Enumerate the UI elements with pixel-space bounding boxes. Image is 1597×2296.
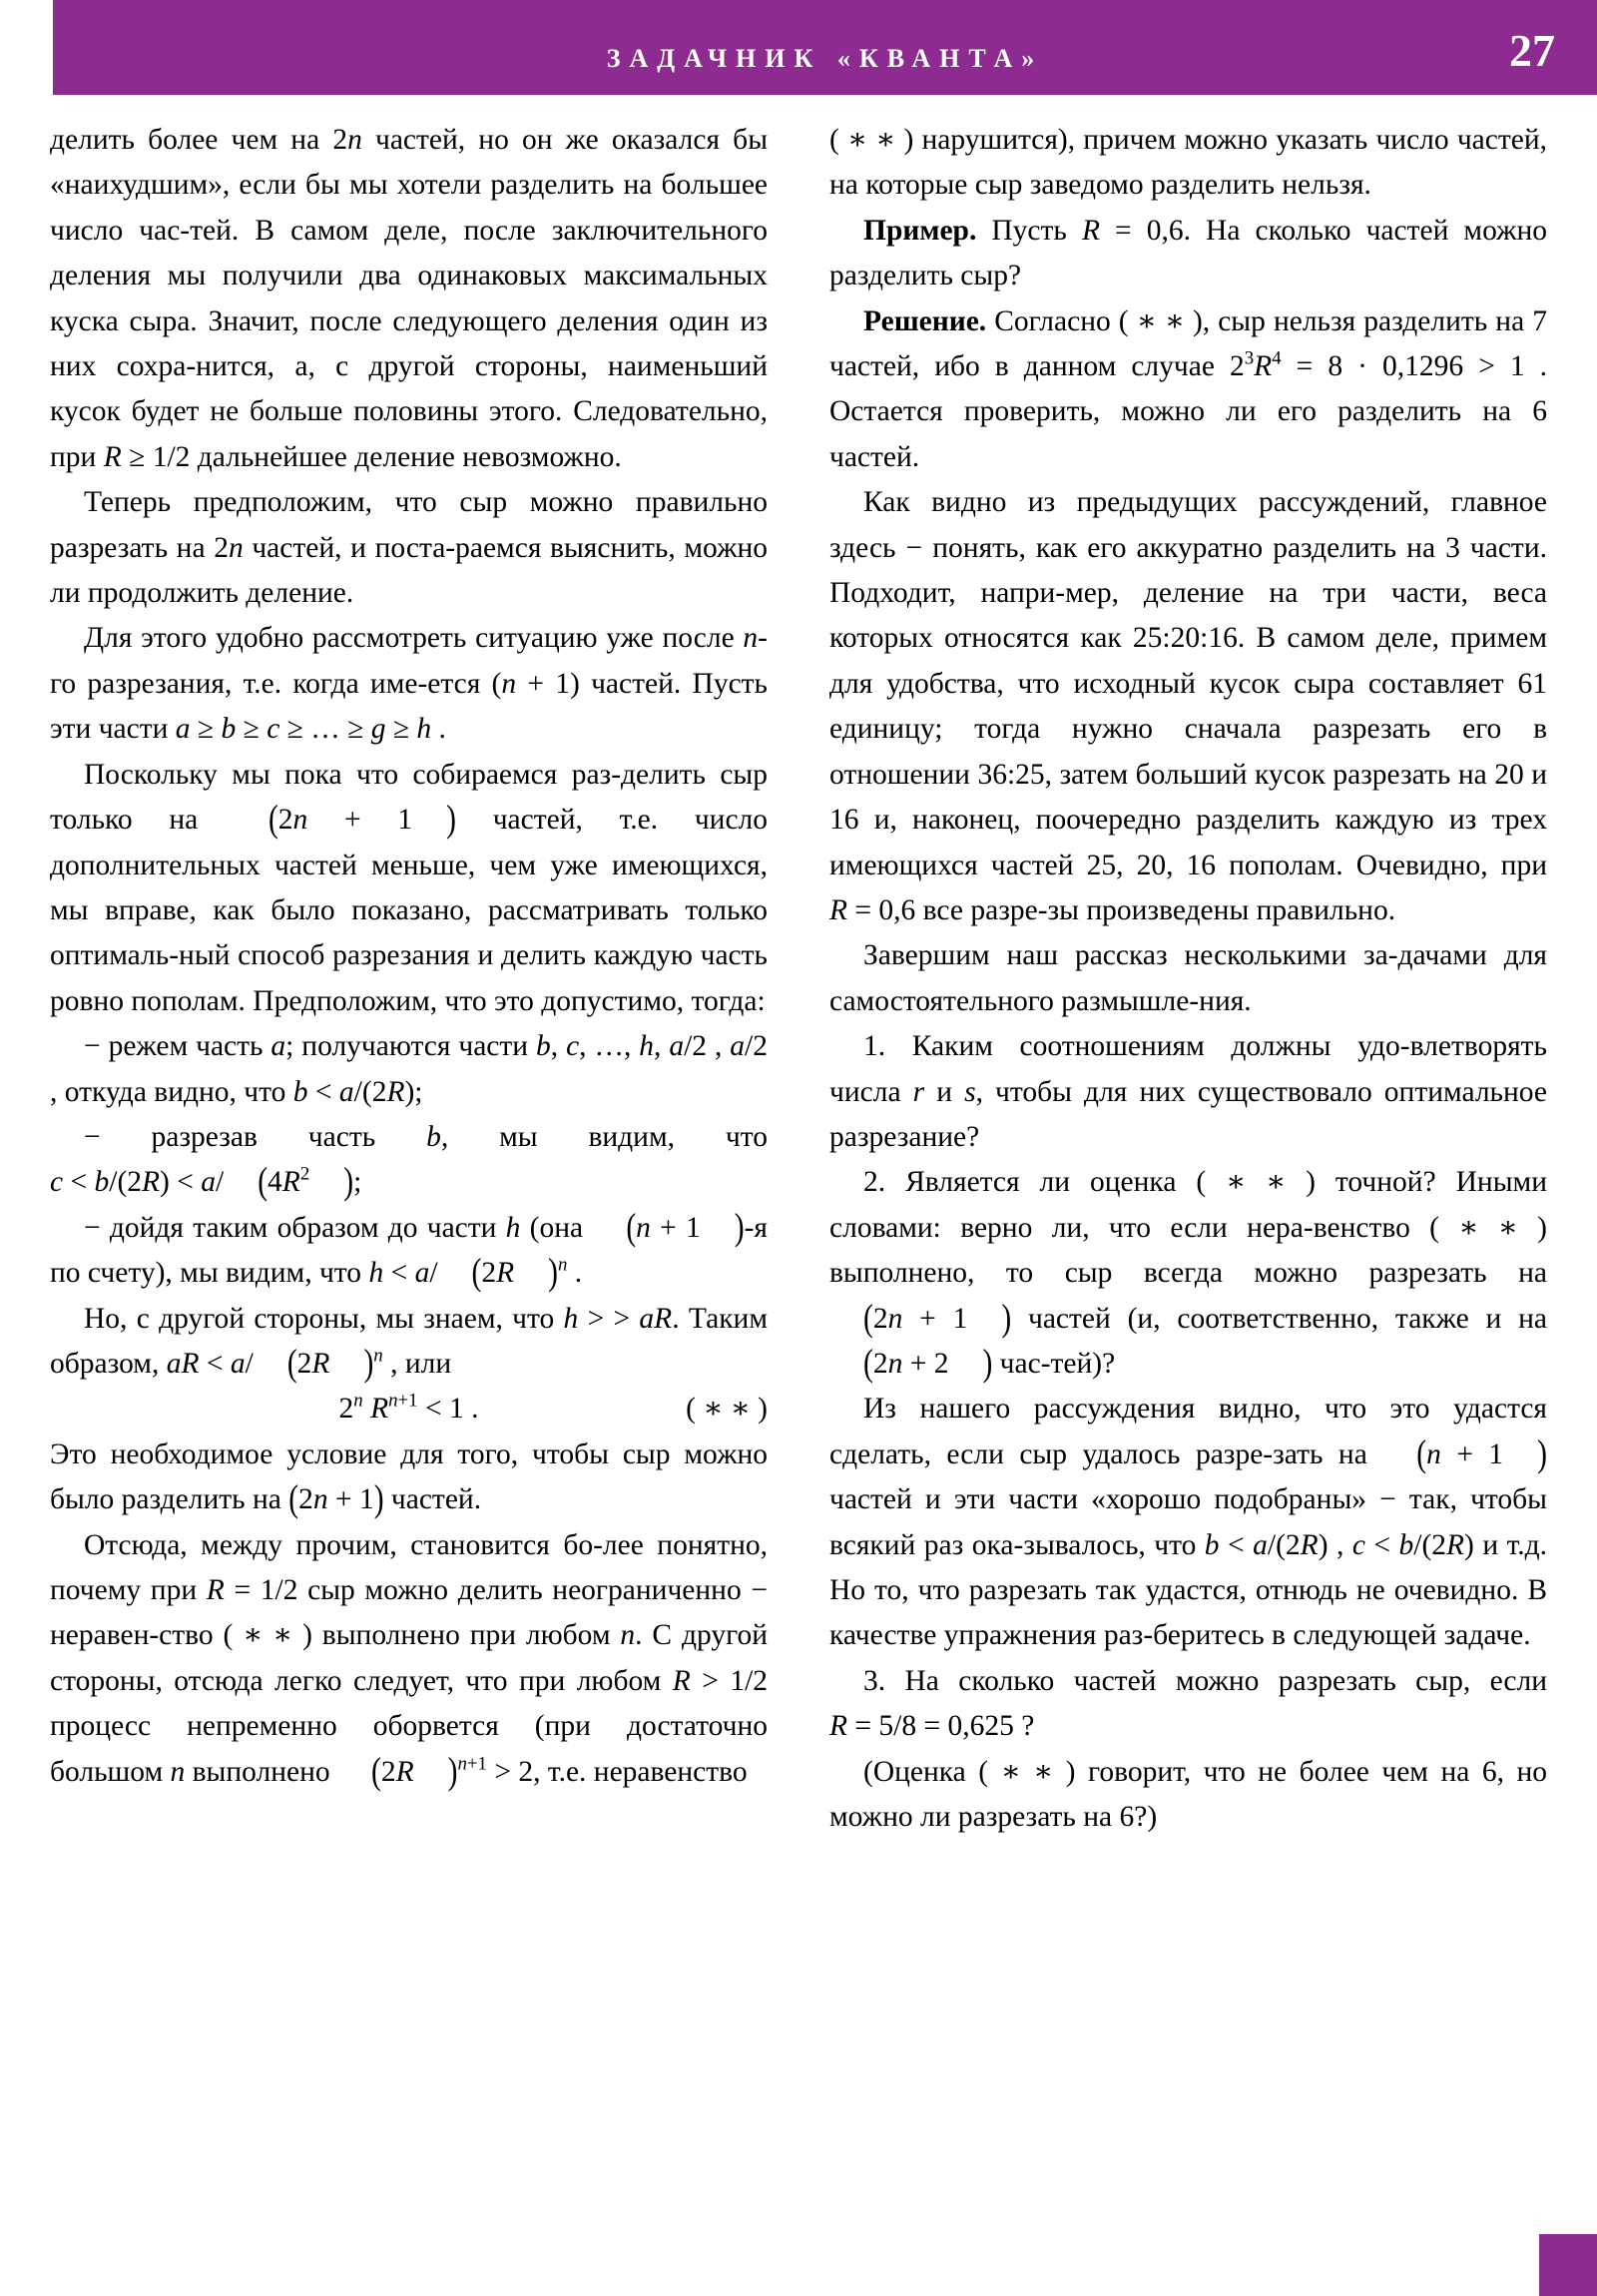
paragraph: Как видно из предыдущих рассуждений, главное здесь − понять, как его аккуратно разделить на 3 части. Подходит, напри‑мер, деление на три части, веса которых относятся как 25:20:16. В самом деле, примем для удобства, что исходный кусок сыра составляет 61 единицу; тогда нужно сначала разрезать его в отношении 36:25, затем больший кусок разрезать на 20 и 16 и, наконец, поочередно разделить каждую из трех имеющихся частей 25, 20, 16 пополам. Очевидно, при R = 0,6 все разре‑зы произведены правильно. [829,486,1547,926]
corner-marker [1539,2234,1597,2296]
equation-body: 2$^n$ $R^{n+1} < 1$ . [338,1390,479,1426]
paragraph: 3. На сколько частей можно разрезать сыр, если R = 5/8 = 0,625 ? [829,1664,1547,1743]
equation-tag: ( ∗ ∗ ) [686,1393,768,1426]
paragraph: Пример. Пусть R = 0,6. На сколько частей можно разделить сыр? [829,214,1548,292]
paragraph: − режем часть a; получаются части b, c, …, h, a/2 , a/2 , откуда видно, что b < a/(2R); [50,1030,768,1108]
paragraph: Но, с другой стороны, мы знаем, что h > > aR. Таким образом, aR < a/ (2R )$^n$ , или [50,1302,769,1385]
paragraph: Из нашего рассуждения видно, что это удастся сделать, если сыр удалось разре‑зать на (n + 1 ) частей и эти части «хорошо подобраны» − так, чтобы всякий раз ока‑зывалось, что b < a/(2R) , c < b/(2R) и т.д. Но то, что разрезать так удастся, отнюдь не очевидно. В качестве упражнения раз‑беритесь в следующей задаче. [829,1393,1548,1652]
page-number: 27 [1509,25,1555,76]
paragraph: Теперь предположим, что сыр можно правильно разрезать на 2n частей, и поста‑раемся выяснить, можно ли продолжить деление. [50,486,768,610]
paragraph: (Оценка ( ∗ ∗ ) говорит, что не более чем на 6, но можно ли разрезать на 6?) [829,1755,1547,1834]
paragraph: Для этого удобно рассмотреть ситуацию уже после n-го разрезания, т.е. когда име‑ется (n + 1) частей. Пусть эти части a ≥ b ≥ c ≥ … ≥ g ≥ h . [50,622,769,746]
paragraph: 2. Является ли оценка ( ∗ ∗ ) точной? Иными словами: верно ли, что если нера‑венство ( ∗ ∗ ) выполнено, то сыр всегда можно разрезать на (2n + 1 ) частей (и, соответственно, также и на (2n + 2 ) час‑тей)? [829,1166,1547,1385]
display-equation [50,1387,768,1432]
paragraph: делить более чем на 2n частей, но он же оказался бы «наихудшим», если бы мы хотели разделить на большее число час‑тей. В самом деле, после заключительного деления мы получили два одинаковых максимальных куска сыра. Значит, после следующего деления один из них сохра‑нится, а, с другой стороны, наименьший кусок будет не больше половины этого. Следовательно, при R ≥ 1/2 дальнейшее деление невозможно. [50,124,769,473]
left-column [50,118,768,1840]
example-label: Пример. [863,214,977,247]
paragraph: Отсюда, между прочим, становится бо‑лее понятно, почему при R = 1/2 сыр можно делить неограниченно − неравен‑ство ( ∗ ∗ ) выполнено при любом n. С другой стороны, отсюда легко следует, что при любом R > 1/2 процесс непременно оборвется (при достаточно большом n выполнено (2R )$^{n+1}$ > 2, т.е. неравенство [50,1528,769,1792]
right-column [829,118,1547,1840]
paragraph: − дойдя таким образом до части h (она (n + 1 )-я по счету), мы видим, что h < a/ (2R )$^n$ . [50,1207,769,1294]
paragraph: − разрезав часть b, мы видим, что c < b/(2R) < a/ ($4R^2$ ); [50,1120,768,1203]
article-body [50,118,1547,1840]
page-title: ЗАДАЧНИК «КВАНТА» [606,44,1044,73]
header-banner [53,0,1597,95]
paragraph: 1. Каким соотношениям должны удо‑влетворять числа r и s, чтобы для них существовало оптимальное разрезание? [829,1030,1547,1153]
solution-label: Решение. [863,304,987,337]
paragraph: Поскольку мы пока что собираемся раз‑делить сыр только на (2n + 1 ) частей, т.е. число дополнительных частей меньше, чем уже имеющихся, мы вправе, как было показано, рассматривать только оптималь‑ный способ разрезания и делить каждую часть ровно пополам. Предположим, что это допустимо, тогда: [50,758,769,1017]
paragraph: Это необходимое условие для того, чтобы сыр можно было разделить на (2n + 1) частей. [50,1437,768,1520]
paragraph: ( ∗ ∗ ) нарушится), причем можно указать число частей, на которые сыр заведомо разделить нельзя. [829,124,1547,202]
paragraph: Решение. Согласно ( ∗ ∗ ), сыр нельзя разделить на 7 частей, ибо в данном случае $2^3R^4 = 8 \cdot 0,1296 > 1$ . Остается проверить, можно ли его разделить на 6 частей. [829,304,1548,473]
paragraph: Завершим наш рассказ несколькими за‑дачами для самостоятельного размышле‑ния. [829,939,1547,1017]
